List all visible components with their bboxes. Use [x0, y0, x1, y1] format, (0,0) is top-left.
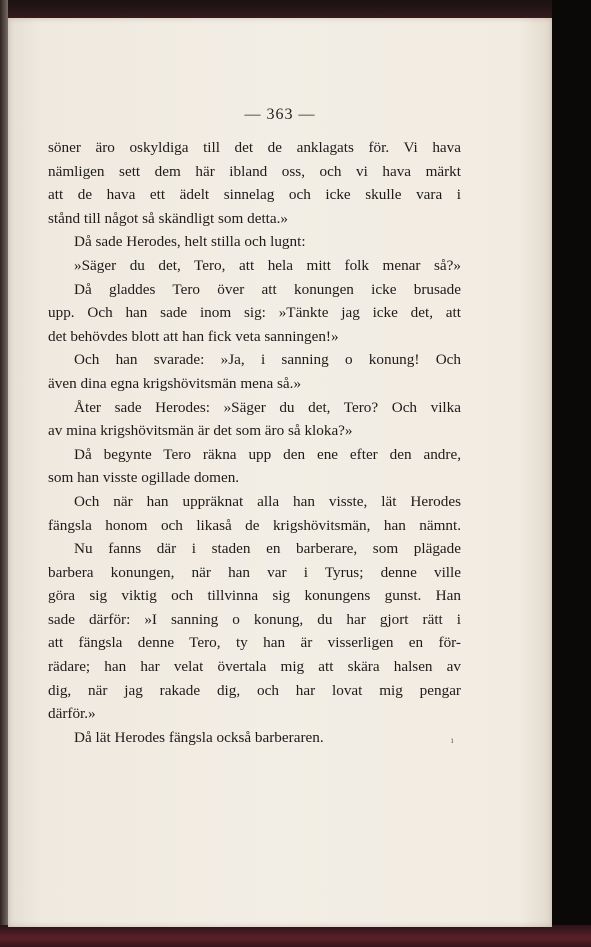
text-line: söner äro oskyldiga till det de anklagats för. Vi hava — [48, 139, 461, 156]
text-line: Nu fanns där i staden en barberare, som plägade — [74, 540, 461, 558]
text-line: nämligen sett dem här ibland oss, och vi hava märkt — [48, 162, 461, 180]
text-line: rädare; han har velat övertala mig att skära halsen av — [48, 658, 461, 676]
text-line: Då lät Herodes fängsla också barberaren. — [74, 728, 324, 746]
text-line: Då sade Herodes, helt stilla och lugnt: — [74, 233, 306, 251]
page-number: — 363 — — [244, 106, 316, 123]
scan-left-border — [0, 0, 8, 947]
book-page — [8, 18, 552, 927]
text-line: som han visste ogillade domen. — [48, 469, 240, 487]
text-line: »Säger du det, Tero, att hela mitt folk menar så?» — [74, 256, 461, 274]
scan-top-border — [0, 0, 591, 20]
text-line: göra sig viktig och tillvinna sig konungens gunst. Han — [48, 587, 461, 605]
text-line: stånd till något så skändligt som detta.» — [48, 209, 289, 227]
text-line: det behövdes blott att han fick veta sanningen!» — [48, 327, 339, 345]
text-line: att de hava ett ädelt sinnelag och icke skulle vara i — [48, 186, 461, 204]
text-line: Då gladdes Tero över att konungen icke brusade — [74, 280, 461, 298]
text-line: fängsla honom och likaså de krigshövitsmän, han nämnt. — [48, 516, 461, 534]
text-line: av mina krigshövitsmän är det som äro så kloka?» — [48, 422, 353, 440]
text-line: Åter sade Herodes: »Säger du det, Tero? Och vilka — [74, 398, 461, 416]
scan-bottom-border — [0, 925, 591, 947]
text-line: även dina egna krigshövitsmän mena så.» — [48, 374, 302, 392]
stray-ink-mark: ı — [451, 735, 454, 745]
text-line: Då begynte Tero räkna upp den ene efter den andre, — [74, 445, 461, 463]
text-line: Och när han uppräknat alla han visste, lät Herodes — [74, 492, 461, 510]
text-line: dig, när jag rakade dig, och har lovat mig pengar — [48, 681, 461, 699]
text-line: barbera konungen, när han var i Tyrus; denne ville — [48, 563, 461, 581]
text-line: Och han svarade: »Ja, i sanning o konung! Och — [74, 351, 461, 369]
text-line: sade därför: »I sanning o konung, du har gjort rätt i — [48, 610, 461, 628]
scan-right-border — [552, 0, 591, 947]
text-line: upp. Och han sade inom sig: »Tänkte jag icke det, att — [48, 304, 461, 322]
text-line: därför.» — [48, 705, 96, 723]
body-text — [48, 136, 461, 749]
text-line: att fängsla denne Tero, ty han är visserligen en för- — [48, 634, 461, 652]
